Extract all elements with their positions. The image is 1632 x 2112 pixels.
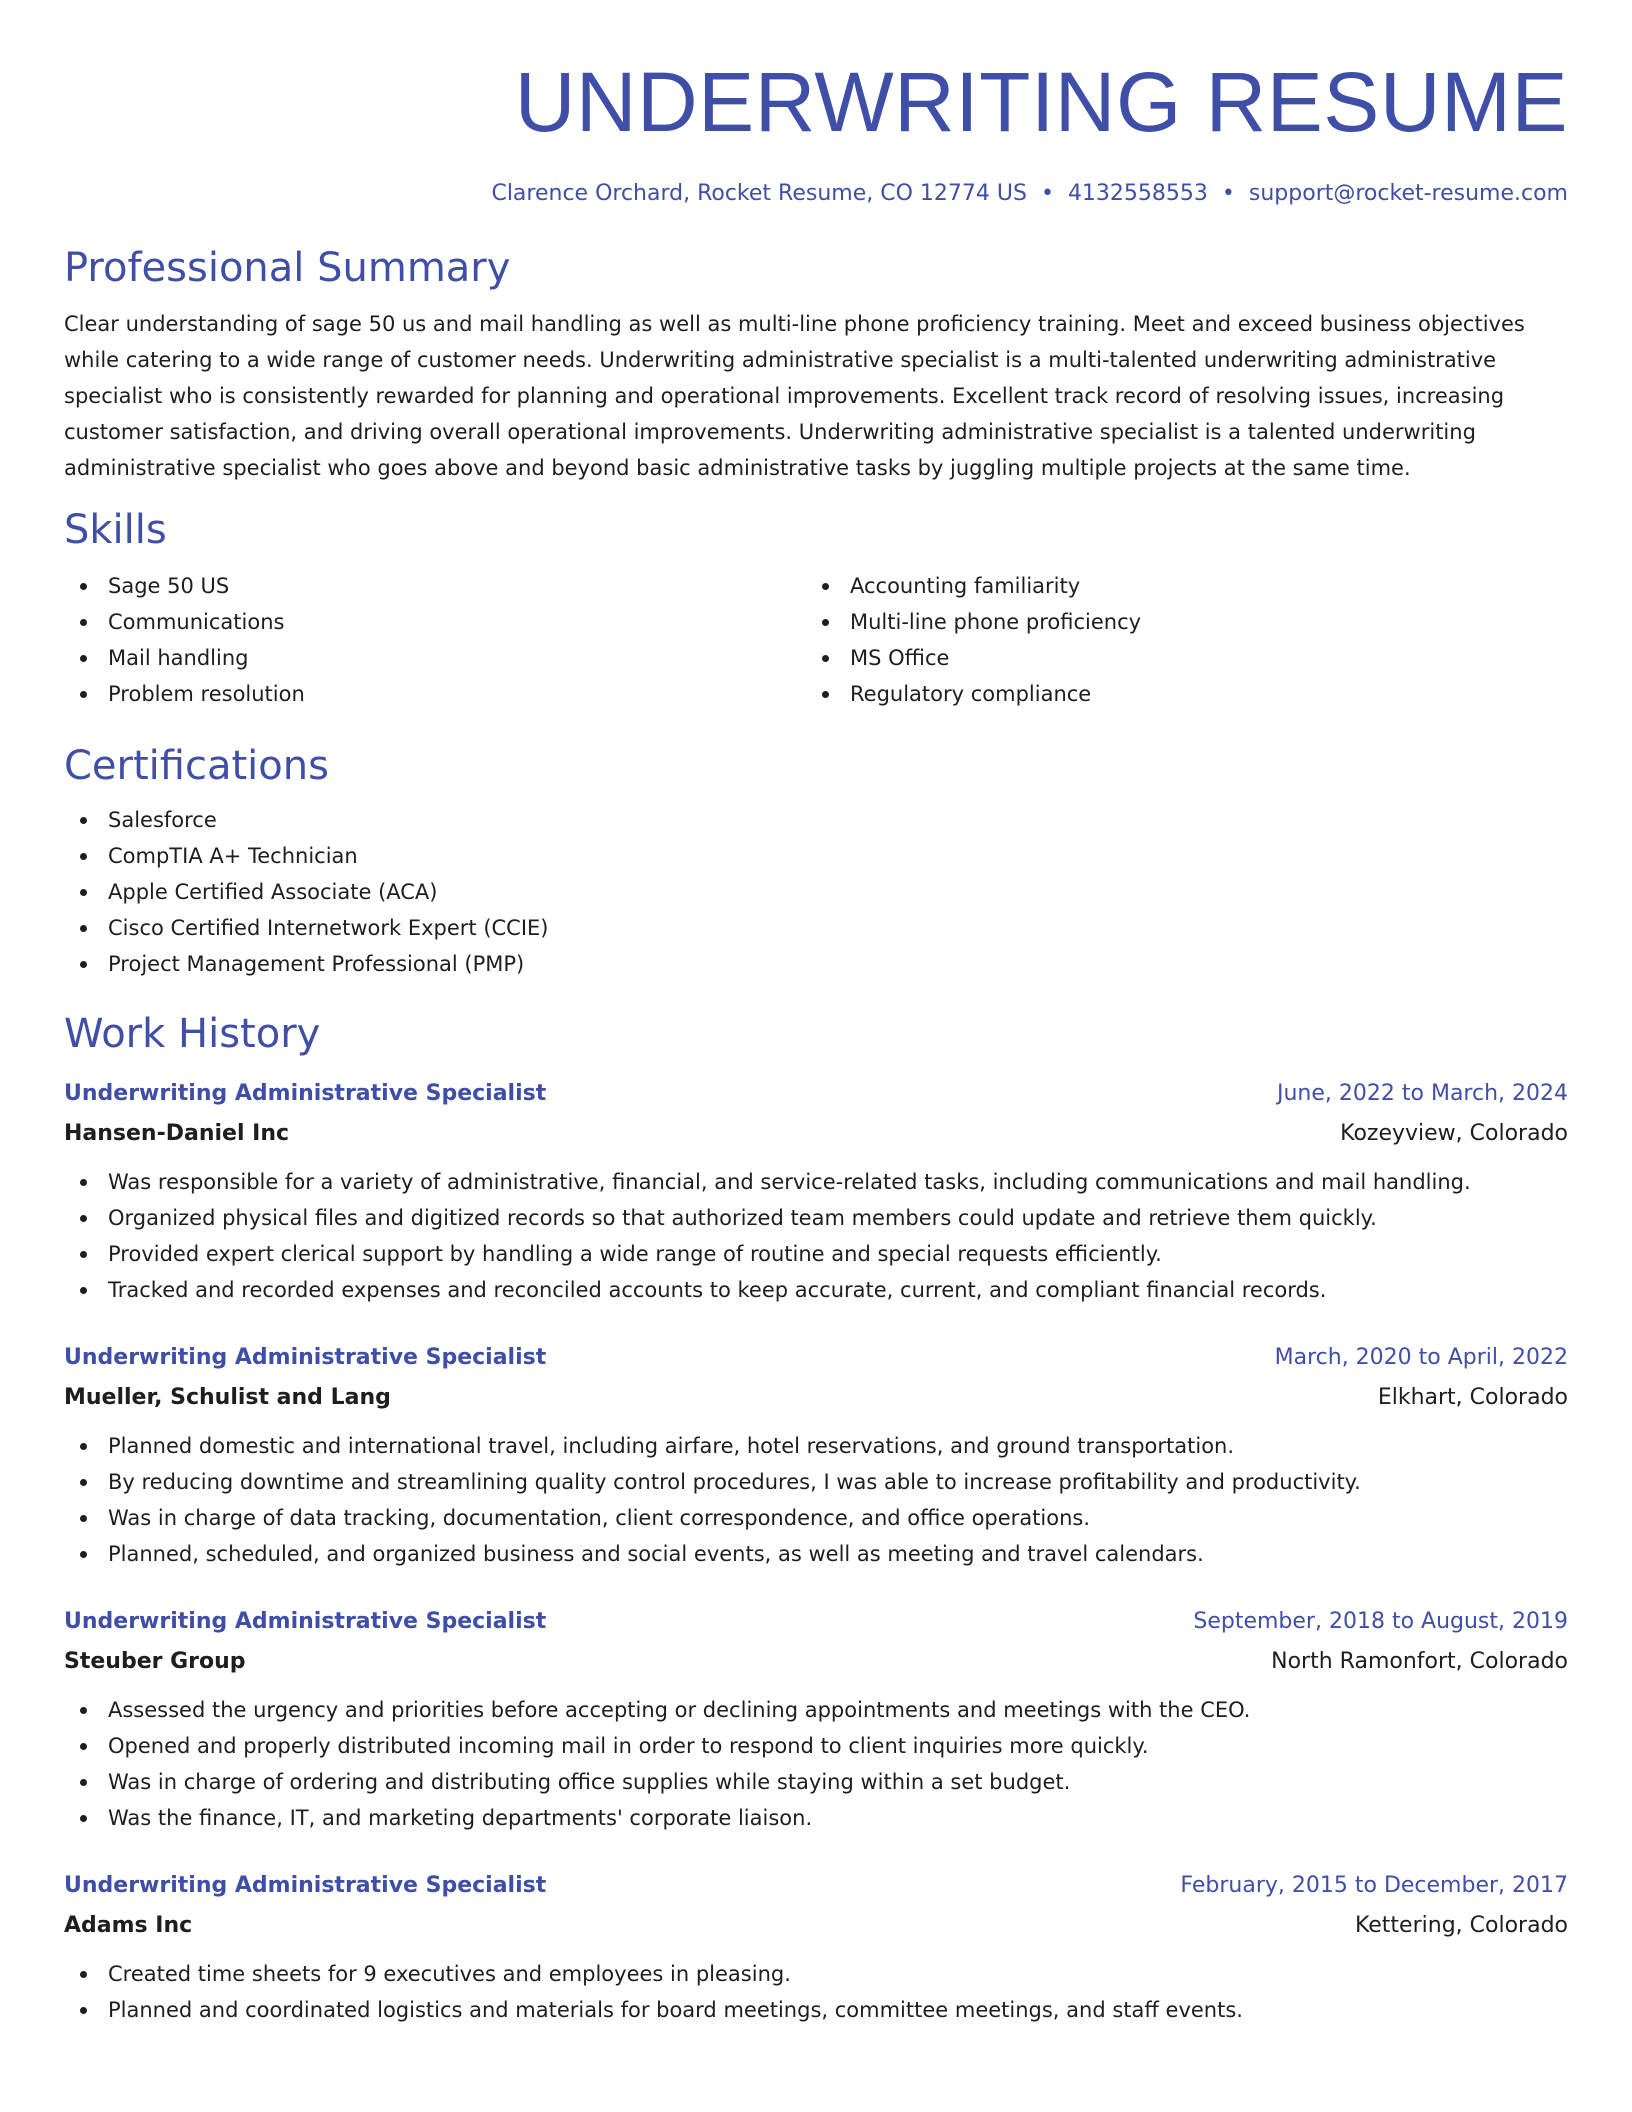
job-company: Hansen-Daniel Inc: [64, 1121, 290, 1146]
job-header-row: [64, 1338, 1568, 1378]
job-header-row: [64, 1074, 1568, 1114]
contact-line: [64, 178, 1568, 210]
job-bullets: [64, 1692, 1568, 1836]
contact-email[interactable]: support@rocket-resume.com: [1248, 181, 1568, 206]
skill-item: Multi-line phone proficiency: [806, 604, 1548, 640]
skills-column-right: [806, 568, 1548, 712]
skill-item: Accounting familiarity: [806, 568, 1548, 604]
job-bullet: Planned and coordinated logistics and materials for board meetings, committee meetings, and staff events.: [64, 1992, 1568, 2028]
skills-column-left: [64, 568, 806, 712]
job-bullet: Was in charge of data tracking, documentation, client correspondence, and office operations.: [64, 1500, 1568, 1536]
job-bullets: [64, 1428, 1568, 1572]
certification-item: Apple Certified Associate (ACA): [64, 874, 1568, 910]
summary-text: Clear understanding of sage 50 us and mail handling as well as multi-line phone proficiency training. Meet and exceed business objectives while catering to a wide range of customer needs. Underwriting administrative specialist is a multi-talented underwriting administrative specialist who is consistently rewarded for planning and operational improvements. Excellent track record of resolving issues, increasing customer satisfaction, and driving overall operational improvements. Underwriting administrative specialist is a talented underwriting administrative specialist who goes above and beyond basic administrative tasks by juggling multiple projects at the same time.: [64, 312, 1525, 480]
section-title-summary: Professional Summary: [64, 245, 511, 291]
job-dates: September, 2018 to August, 2019: [1193, 1609, 1568, 1634]
job-company: Steuber Group: [64, 1649, 246, 1674]
contact-address: Clarence Orchard, Rocket Resume, CO 12774 US: [491, 181, 1027, 206]
skills-grid: [64, 568, 1568, 712]
job-entry: [64, 1866, 1568, 2028]
job-bullet: Planned, scheduled, and organized business and social events, as well as meeting and travel calendars.: [64, 1536, 1568, 1572]
job-title: Underwriting Administrative Specialist: [64, 1609, 547, 1634]
certifications-section: [64, 742, 1568, 982]
job-dates: February, 2015 to December, 2017: [1180, 1873, 1568, 1898]
resume-header: [64, 0, 1568, 210]
job-title: Underwriting Administrative Specialist: [64, 1345, 547, 1370]
skills-list-left: [64, 568, 806, 712]
resume-page: [64, 0, 1568, 2112]
job-entry: [64, 1074, 1568, 1308]
job-title: Underwriting Administrative Specialist: [64, 1873, 547, 1898]
skill-item: MS Office: [806, 640, 1548, 676]
job-company-row: [64, 1642, 1568, 1682]
job-bullet: Opened and properly distributed incoming mail in order to respond to client inquiries more quickly.: [64, 1728, 1568, 1764]
skills-section: [64, 506, 1568, 712]
skill-item: Sage 50 US: [64, 568, 806, 604]
skill-item: Regulatory compliance: [806, 676, 1548, 712]
work-history-section: [64, 1010, 1568, 2028]
job-company-row: [64, 1114, 1568, 1154]
summary-section: [64, 244, 1568, 486]
contact-separator: •: [1221, 181, 1235, 206]
job-bullet: Was the finance, IT, and marketing departments' corporate liaison.: [64, 1800, 1568, 1836]
skill-item: Communications: [64, 604, 806, 640]
job-location: Elkhart, Colorado: [1377, 1385, 1568, 1410]
section-title-skills: Skills: [64, 507, 167, 553]
job-location: Kettering, Colorado: [1354, 1913, 1568, 1938]
job-company: Mueller, Schulist and Lang: [64, 1385, 391, 1410]
job-bullet: Planned domestic and international travel, including airfare, hotel reservations, and ground transportation.: [64, 1428, 1568, 1464]
contact-phone: 4132558553: [1067, 181, 1208, 206]
job-entry: [64, 1338, 1568, 1572]
job-bullet: Tracked and recorded expenses and reconciled accounts to keep accurate, current, and compliant financial records.: [64, 1272, 1568, 1308]
job-entry: [64, 1602, 1568, 1836]
job-company-row: [64, 1906, 1568, 1946]
job-bullet: Organized physical files and digitized records so that authorized team members could update and retrieve them quickly.: [64, 1200, 1568, 1236]
contact-separator: •: [1040, 181, 1054, 206]
job-bullet: Created time sheets for 9 executives and employees in pleasing.: [64, 1956, 1568, 1992]
certification-item: Salesforce: [64, 802, 1568, 838]
job-header-row: [64, 1866, 1568, 1906]
job-bullet: By reducing downtime and streamlining quality control procedures, I was able to increase profitability and productivity.: [64, 1464, 1568, 1500]
job-location: Kozeyview, Colorado: [1340, 1121, 1568, 1146]
job-location: North Ramonfort, Colorado: [1271, 1649, 1568, 1674]
job-bullet: Provided expert clerical support by handling a wide range of routine and special requests efficiently.: [64, 1236, 1568, 1272]
certification-item: CompTIA A+ Technician: [64, 838, 1568, 874]
skill-item: Mail handling: [64, 640, 806, 676]
job-dates: June, 2022 to March, 2024: [1277, 1081, 1568, 1106]
certification-item: Project Management Professional (PMP): [64, 946, 1568, 982]
job-bullet: Was responsible for a variety of administrative, financial, and service-related tasks, including communications and mail handling.: [64, 1164, 1568, 1200]
job-title: Underwriting Administrative Specialist: [64, 1081, 547, 1106]
job-company-row: [64, 1378, 1568, 1418]
section-title-certifications: Certifications: [64, 743, 329, 789]
job-bullets: [64, 1164, 1568, 1308]
certifications-list: [64, 802, 1568, 982]
skill-item: Problem resolution: [64, 676, 806, 712]
skills-list-right: [806, 568, 1548, 712]
certification-item: Cisco Certified Internetwork Expert (CCIE): [64, 910, 1568, 946]
job-bullet: Was in charge of ordering and distributing office supplies while staying within a set budget.: [64, 1764, 1568, 1800]
resume-title: UNDERWRITING RESUME: [514, 55, 1568, 149]
job-header-row: [64, 1602, 1568, 1642]
section-title-work-history: Work History: [64, 1011, 321, 1057]
job-company: Adams Inc: [64, 1913, 193, 1938]
job-bullets: [64, 1956, 1568, 2028]
job-dates: March, 2020 to April, 2022: [1274, 1345, 1568, 1370]
job-bullet: Assessed the urgency and priorities before accepting or declining appointments and meetings with the CEO.: [64, 1692, 1568, 1728]
